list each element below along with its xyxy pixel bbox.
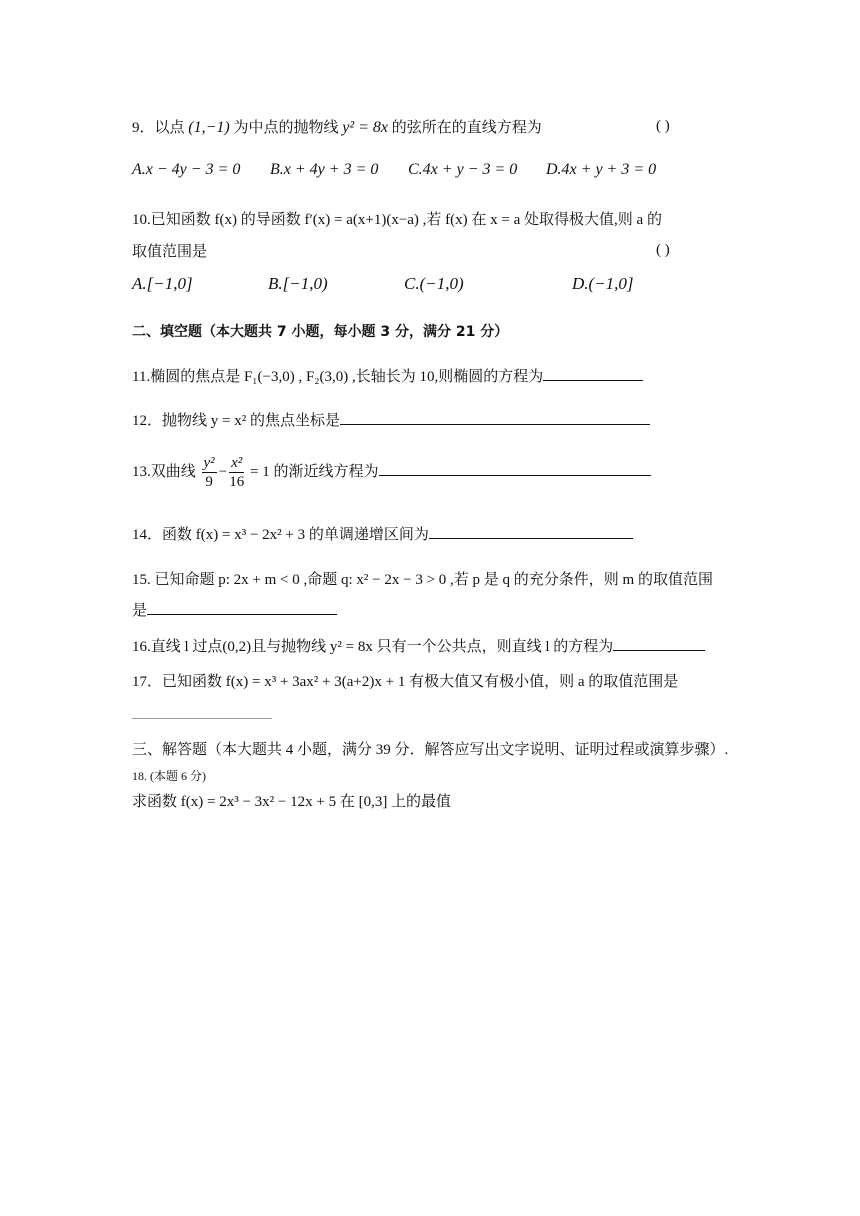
- question-18: 求函数 f(x) = 2x³ − 3x² − 12x + 5 在 [0,3] 上的最值: [132, 794, 452, 810]
- q16-blank: [613, 636, 705, 651]
- q9-option-b: B.x + 4y + 3 = 0: [270, 161, 379, 178]
- q13-den2: 16: [229, 474, 245, 490]
- q17-blank: [132, 718, 272, 719]
- q10-option-c: C.(−1,0): [404, 274, 464, 293]
- q13-post: = 1 的渐近线方程为: [250, 463, 379, 480]
- q12-blank: [340, 410, 650, 425]
- q15-line1: 15. 已知命题 p: 2x + m < 0 ,命题 q: x² − 2x − 3 > 0 ,若 p 是 q 的充分条件，则 m 的取值范围: [132, 572, 713, 588]
- q10-option-a: A.[−1,0]: [132, 274, 193, 293]
- q9-answer-paren: ( ): [656, 118, 670, 134]
- q9-post: 的弦所在的直线方程为: [391, 120, 542, 136]
- q11-blank: [543, 366, 643, 381]
- q9-pre: ．以点: [139, 120, 185, 136]
- question-12: [132, 410, 650, 431]
- q13-fraction-2: [229, 454, 244, 491]
- q10-option-d: D.(−1,0]: [572, 274, 634, 293]
- q9-num: 9: [132, 120, 140, 136]
- q9-option-c: C.4x + y − 3 = 0: [408, 161, 518, 178]
- q12-text: 12．抛物线 y = x² 的焦点坐标是: [132, 413, 340, 429]
- q10-option-b: B.[−1,0): [268, 274, 328, 293]
- q14-text: 14．函数 f(x) = x³ − 2x² + 3 的单调递增区间为: [132, 527, 429, 543]
- q13-num1: y²: [203, 455, 215, 471]
- q10-line1: 10.已知函数 f(x) 的导函数 f′(x) = a(x+1)(x−a) ,若 f(x) 在 x = a 处取得极大值,则 a 的: [132, 212, 662, 228]
- q10-answer-paren: ( ): [656, 242, 670, 258]
- question-17: 17．已知函数 f(x) = x³ + 3ax² + 3(a+2)x + 1 有极大值又有极小值，则 a 的取值范围是: [132, 674, 679, 690]
- q11-text: 11.椭圆的焦点是 F₁(−3,0) , F₂(3,0) ,长轴长为 10,则椭圆的方程为: [132, 369, 544, 385]
- question-13: 13.双曲线 $\frac{\text{y²}}{9}$ − $\frac{\text{x²}}{16}$ = 1 的渐近线方程为: [132, 454, 651, 491]
- q13-den1: 9: [205, 474, 213, 490]
- question-9: [132, 118, 542, 138]
- question-11: [132, 366, 643, 387]
- q13-pre: 13.双曲线: [132, 463, 196, 480]
- question-14: [132, 524, 633, 545]
- q13-num2: x²: [231, 455, 243, 471]
- q9-option-a: A.x − 4y − 3 = 0: [132, 161, 241, 178]
- q9-eq: y² = 8x: [342, 119, 389, 136]
- section-2-heading: 二、填空题（本大题共 7 小题，每小题 3 分，满分 21 分）: [132, 324, 509, 340]
- q9-mid: 为中点的抛物线: [233, 120, 339, 136]
- question-16: [132, 636, 705, 657]
- section-3-heading: 三、解答题（本大题共 4 小题，满分 39 分．解答应写出文字说明、证明过程或演算步骤）.: [132, 742, 729, 758]
- q10-line2: 取值范围是: [132, 244, 208, 260]
- q15-blank: [147, 600, 337, 615]
- question-15-line2: [132, 600, 337, 621]
- q9-point: (1,−1): [188, 119, 230, 136]
- q18-heading: 18. (本题 6 分): [132, 769, 206, 783]
- q15-line2: 是: [132, 603, 148, 619]
- q13-fraction-1: [202, 454, 217, 491]
- q14-blank: [429, 524, 633, 539]
- q13-blank: [379, 461, 651, 476]
- q9-option-d: D.4x + y + 3 = 0: [546, 161, 657, 178]
- q16-text: 16.直线 l 过点(0,2)且与抛物线 y² = 8x 只有一个公共点，则直线 l 的方程为: [132, 639, 614, 655]
